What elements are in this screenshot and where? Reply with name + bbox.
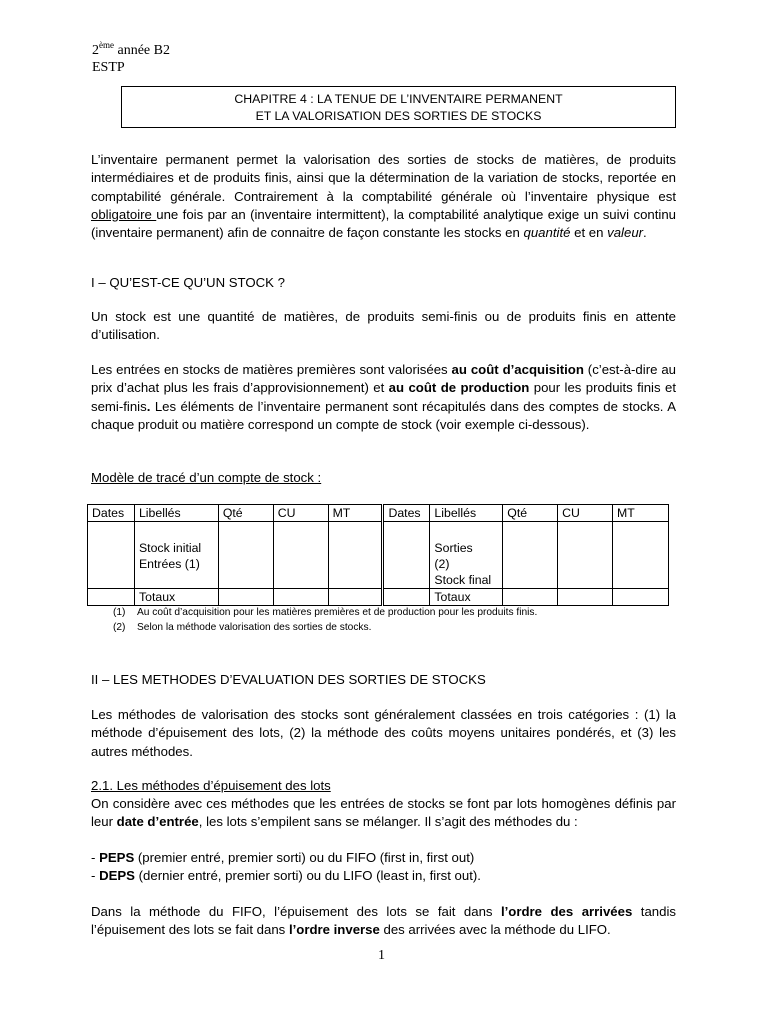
chapter-title-line1: CHAPITRE 4 : LA TENUE DE L’INVENTAIRE PERMANENT (234, 92, 563, 106)
left-total-cell: Totaux (134, 589, 218, 606)
header-cell: Dates (383, 505, 430, 522)
section2-heading: II – LES METHODES D’EVALUATION DES SORTIES DE STOCKS (91, 672, 486, 687)
intro-paragraph: L’inventaire permanent permet la valorisation des sorties de stocks de matières, de produits intermédiaires et de produits finis, ainsi que la détermination de la variation de stocks, reportée en comptabilité générale. Contrairement à la comptabilité générale où l’inventaire physique est obligatoire une fois par an (inventaire intermittent), la comptabilité analytique exige un suivi continu (inventaire permanent) afin de connaitre de façon constante les stocks en quantité et en valeur. (91, 152, 676, 241)
header-cell: Libellés (134, 505, 218, 522)
lots-paragraph: On considère avec ces méthodes que les entrées de stocks se font par lots homogènes définis par leur date d’entrée, les lots s’empilent sans se mélanger. Il s’agit des méthodes du : (91, 796, 676, 830)
header-cell: CU (558, 505, 613, 522)
page-number: 1 (378, 948, 385, 963)
header-cell: Qté (503, 505, 558, 522)
right-labels-cell: Sorties (2) Stock final (430, 522, 503, 589)
model-heading: Modèle de tracé d’un compte de stock : (91, 470, 322, 485)
stock-entries-paragraph: Les entrées en stocks de matières premières sont valorisées au coût d’acquisition (c’est-à-dire au prix d’achat plus les frais d’approvisionnement) et au coût de production pour les produits finis et semi-finis. Les éléments de l’inventaire permanent sont récapitulés dans des comptes de stocks. A chaque produit ou matière correspond un compte de stock (voir exemple ci-dessous). (91, 362, 676, 432)
header-school: ESTP (92, 60, 125, 75)
header-cell: CU (273, 505, 328, 522)
section1-heading: I – QU’EST-CE QU’UN STOCK ? (91, 275, 285, 290)
chapter-title-line2: ET LA VALORISATION DES SORTIES DE STOCKS (255, 109, 542, 123)
header-cell: MT (613, 505, 669, 522)
table-total-row (88, 589, 669, 606)
stock-account-table (87, 504, 669, 606)
right-total-cell: Totaux (430, 589, 503, 606)
table-body-row (88, 522, 669, 589)
subsection-heading: 2.1. Les méthodes d’épuisement des lots (91, 778, 331, 793)
header-cell: Dates (88, 505, 135, 522)
header-cell: Qté (218, 505, 273, 522)
left-labels-cell: Stock initial Entrées (1) (134, 522, 218, 589)
footnote-1: (1) Au coût d’acquisition pour les matières premières et de production pour les produits finis. (113, 607, 538, 618)
peps-item: - PEPS (premier entré, premier sorti) ou du FIFO (first in, first out) (91, 850, 475, 865)
chapter-title-box (121, 86, 676, 128)
table-header-row (88, 505, 669, 522)
header-year: 2ème année B2 (92, 40, 170, 58)
footnote-2: (2) Selon la méthode valorisation des sorties de stocks. (113, 622, 372, 633)
obligatoire-underlined: obligatoire (91, 206, 157, 222)
header-cell: MT (328, 505, 383, 522)
methods-intro-paragraph: Les méthodes de valorisation des stocks sont généralement classées en trois catégories : (1) la méthode d’épuisement des lots, (2) la méthode des coûts moyens unitaires pondérés, et (3) les autres méthodes. (91, 707, 676, 759)
deps-item: - DEPS (dernier entré, premier sorti) ou du LIFO (least in, first out). (91, 868, 481, 883)
table-footnotes (113, 605, 537, 635)
fifo-lifo-paragraph: Dans la méthode du FIFO, l’épuisement des lots se fait dans l’ordre des arrivées tandis l’épuisement des lots se fait dans l’ordre inverse des arrivées avec la méthode du LIFO. (91, 904, 676, 938)
header-cell: Libellés (430, 505, 503, 522)
stock-definition-paragraph: Un stock est une quantité de matières, de produits semi-finis ou de produits finis en attente d’utilisation. (91, 309, 676, 343)
